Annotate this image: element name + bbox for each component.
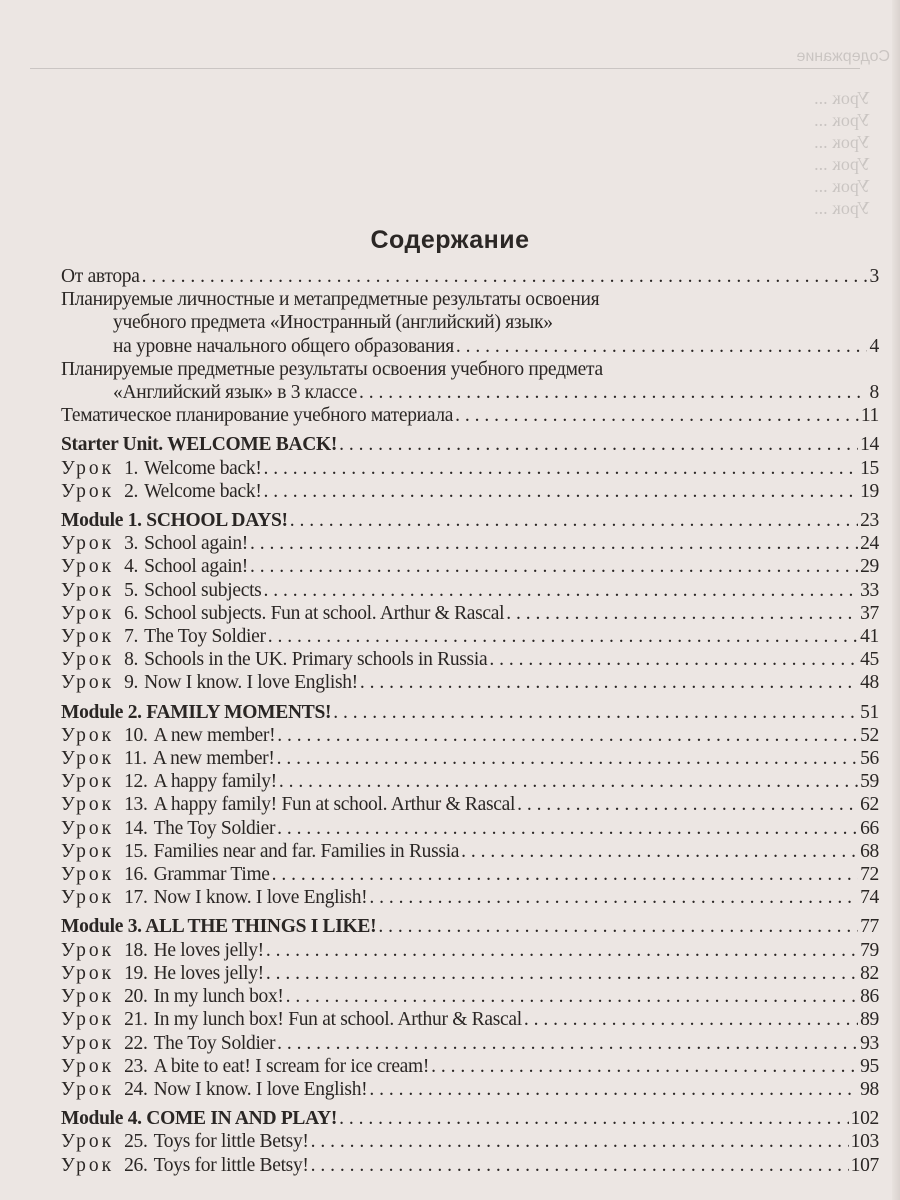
toc-lesson-entry[interactable]: [61, 817, 879, 840]
lesson-prefix: Урок: [61, 579, 115, 601]
lesson-number: 2.: [124, 480, 139, 502]
lesson-label: [61, 602, 504, 625]
page-number: 74: [860, 887, 879, 909]
bleed-line: Урок ...: [814, 88, 870, 108]
toc-lesson-entry[interactable]: [61, 793, 879, 816]
dot-leader: [142, 265, 867, 288]
toc-section-heading[interactable]: [61, 1107, 879, 1130]
lesson-number: 22.: [124, 1032, 148, 1054]
lesson-prefix: Урок: [61, 1131, 115, 1153]
page-number: 72: [860, 864, 879, 886]
lesson-prefix: Урок: [61, 556, 115, 578]
toc-lesson-entry[interactable]: [61, 555, 879, 578]
lesson-number: 19.: [124, 962, 148, 984]
toc-entry[interactable]: [61, 265, 879, 288]
lesson-number: 12.: [124, 771, 148, 793]
dot-leader: [456, 335, 867, 358]
toc-lesson-entry[interactable]: [61, 770, 879, 793]
page-number: 45: [860, 649, 879, 671]
lesson-number: 20.: [124, 986, 148, 1008]
toc-lesson-entry[interactable]: [61, 985, 879, 1008]
lesson-label: [61, 770, 277, 793]
lesson-label: [61, 863, 270, 886]
lesson-prefix: Урок: [61, 602, 115, 624]
page-number: 93: [860, 1032, 879, 1054]
lesson-title: A bite to eat! I scream for ice cream!: [153, 1055, 430, 1077]
dot-leader: [250, 555, 858, 578]
page-number: 8: [869, 382, 879, 404]
lesson-label: [61, 1055, 429, 1078]
dot-leader: [290, 509, 858, 532]
lesson-prefix: Урок: [61, 672, 115, 694]
toc-lesson-entry[interactable]: [61, 1078, 879, 1101]
lesson-label: [61, 555, 248, 578]
toc-lesson-entry[interactable]: [61, 747, 879, 770]
lesson-title: School subjects. Fun at school. Arthur & Rascal: [144, 602, 505, 624]
toc-entry-title: Планируемые личностные и метапредметные результаты освоения: [61, 289, 600, 311]
lesson-prefix: Урок: [61, 480, 115, 502]
bleed-through-reverse-page: [0, 0, 900, 230]
page-number: 98: [860, 1078, 879, 1100]
lesson-prefix: Урок: [61, 626, 115, 648]
lesson-title: Families near and far. Families in Russia: [153, 840, 460, 862]
toc-lesson-entry[interactable]: [61, 724, 879, 747]
dot-leader: [524, 1008, 858, 1031]
toc-lesson-entry[interactable]: [61, 962, 879, 985]
lesson-number: 10.: [124, 724, 148, 746]
bleed-header-rule: [30, 68, 860, 69]
lesson-number: 26.: [124, 1154, 148, 1176]
table-of-contents: [61, 265, 879, 1177]
dot-leader: [279, 770, 858, 793]
dot-leader: [311, 1154, 849, 1177]
page-number: 19: [860, 480, 879, 502]
lesson-label: [61, 480, 262, 503]
lesson-title: In my lunch box!: [153, 986, 284, 1008]
dot-leader: [455, 404, 859, 427]
toc-lesson-entry[interactable]: [61, 886, 879, 909]
toc-lesson-entry[interactable]: [61, 671, 879, 694]
lesson-title: In my lunch box! Fun at school. Arthur & Rascal: [153, 1009, 522, 1031]
lesson-prefix: Урок: [61, 840, 115, 862]
page-number: 68: [860, 840, 879, 862]
lesson-title: Now I know. I love English!: [153, 887, 368, 909]
toc-entry-title: на уровне начального общего образования: [113, 335, 454, 357]
lesson-prefix: Урок: [61, 771, 115, 793]
toc-entry-title: От автора: [61, 266, 140, 287]
lesson-prefix: Урок: [61, 794, 115, 816]
page-title: Содержание: [370, 226, 530, 254]
lesson-title: Now I know. I love English!: [153, 1078, 368, 1100]
lesson-label: [61, 840, 459, 863]
dot-leader: [268, 625, 858, 648]
lesson-title: A happy family! Fun at school. Arthur & Rascal: [153, 794, 516, 816]
lesson-number: 14.: [124, 817, 148, 839]
toc-lesson-entry[interactable]: [61, 863, 879, 886]
dot-leader: [339, 1107, 849, 1130]
dot-leader: [264, 480, 859, 503]
page-number: 82: [860, 962, 879, 984]
page-number: 59: [860, 771, 879, 793]
lesson-label: [61, 939, 264, 962]
page-number: 33: [860, 579, 879, 601]
toc-entry-title: Тематическое планирование учебного материала: [61, 405, 454, 427]
dot-leader: [461, 840, 858, 863]
lesson-number: 13.: [124, 794, 148, 816]
page-number: 23: [860, 510, 879, 532]
lesson-title: Welcome back!: [144, 457, 262, 479]
lesson-title: Toys for little Betsy!: [153, 1131, 309, 1153]
toc-lesson-entry[interactable]: [61, 1154, 879, 1177]
toc-section-heading[interactable]: [61, 509, 879, 532]
lesson-prefix: Урок: [61, 649, 115, 671]
dot-leader: [359, 381, 867, 404]
lesson-number: 23.: [124, 1055, 148, 1077]
lesson-label: [61, 457, 262, 480]
lesson-prefix: Урок: [61, 1032, 115, 1054]
dot-leader: [250, 532, 858, 555]
lesson-title: The Toy Soldier: [153, 817, 276, 839]
toc-lesson-entry[interactable]: [61, 480, 879, 503]
toc-lesson-entry[interactable]: [61, 1130, 879, 1153]
lesson-number: 4.: [124, 556, 139, 578]
lesson-title: The Toy Soldier: [153, 1032, 276, 1054]
bleed-line: Урок ...: [814, 198, 870, 218]
page-number: 95: [860, 1055, 879, 1077]
lesson-label: [61, 532, 248, 555]
lesson-label: [61, 648, 487, 671]
page-number: 52: [860, 724, 879, 746]
page-number: 48: [860, 672, 879, 694]
lesson-number: 7.: [124, 626, 139, 648]
lesson-title: Toys for little Betsy!: [153, 1154, 309, 1176]
toc-section-heading[interactable]: [61, 915, 879, 938]
lesson-title: School subjects: [144, 579, 262, 601]
toc-lesson-entry[interactable]: [61, 1055, 879, 1078]
dot-leader: [277, 724, 858, 747]
lesson-label: [61, 747, 275, 770]
lesson-title: He loves jelly!: [153, 939, 264, 961]
lesson-prefix: Урок: [61, 1154, 115, 1176]
toc-lesson-entry[interactable]: [61, 1032, 879, 1055]
dot-leader: [266, 939, 858, 962]
page-number: 11: [860, 405, 879, 427]
lesson-title: A new member!: [152, 748, 275, 770]
lesson-prefix: Урок: [61, 457, 115, 479]
lesson-prefix: Урок: [61, 533, 115, 555]
toc-entry[interactable]: [61, 381, 879, 404]
lesson-title: School again!: [144, 556, 248, 578]
bleed-line: Урок ...: [814, 132, 870, 152]
dot-leader: [286, 985, 858, 1008]
toc-lesson-entry[interactable]: [61, 625, 879, 648]
toc-lesson-entry[interactable]: [61, 840, 879, 863]
lesson-number: 17.: [124, 887, 148, 909]
lesson-label: [61, 817, 275, 840]
page-number: 102: [850, 1108, 879, 1130]
dot-leader: [489, 648, 858, 671]
section-title: Module 3. ALL THE THINGS I LIKE!: [61, 916, 377, 938]
page-number: 24: [860, 533, 879, 555]
section-title: Starter Unit. WELCOME BACK!: [61, 434, 338, 456]
lesson-label: [61, 1154, 309, 1177]
toc-lesson-entry[interactable]: [61, 532, 879, 555]
page-number: 29: [860, 556, 879, 578]
lesson-title: He loves jelly!: [153, 962, 264, 984]
lesson-title: A new member!: [153, 724, 276, 746]
lesson-prefix: Урок: [61, 817, 115, 839]
toc-entry-title: учебного предмета «Иностранный (английский) язык»: [113, 312, 553, 334]
lesson-title: The Toy Soldier: [144, 626, 266, 648]
lesson-number: 21.: [124, 1009, 148, 1031]
dot-leader: [378, 915, 858, 938]
lesson-prefix: Урок: [61, 939, 115, 961]
lesson-label: [61, 962, 264, 985]
toc-section-heading[interactable]: [61, 701, 879, 724]
lesson-label: [61, 1008, 522, 1031]
lesson-title: Grammar Time: [153, 864, 270, 886]
dot-leader: [264, 457, 859, 480]
dot-leader: [369, 886, 858, 909]
lesson-label: [61, 1130, 309, 1153]
dot-leader: [311, 1130, 849, 1153]
lesson-number: 25.: [124, 1131, 148, 1153]
lesson-label: [61, 625, 266, 648]
toc-lesson-entry[interactable]: [61, 457, 879, 480]
lesson-label: [61, 671, 358, 694]
toc-lesson-entry[interactable]: [61, 1008, 879, 1031]
lesson-prefix: Урок: [61, 962, 115, 984]
dot-leader: [263, 579, 858, 602]
lesson-prefix: Урок: [61, 986, 115, 1008]
section-title: Module 2. FAMILY MOMENTS!: [61, 701, 332, 723]
toc-lesson-entry[interactable]: [61, 579, 879, 602]
page-number: 14: [860, 434, 879, 456]
page-number: 89: [860, 1009, 879, 1031]
page-number: 107: [850, 1154, 879, 1176]
page-number: 103: [850, 1131, 879, 1153]
section-title: Module 1. SCHOOL DAYS!: [61, 510, 288, 532]
bleed-line: Урок ...: [814, 154, 870, 174]
toc-entry-title: «Английский язык» в 3 классе: [113, 382, 357, 404]
page-number: 41: [860, 626, 879, 648]
page-number: 4: [869, 335, 879, 357]
page-number: 77: [860, 916, 879, 938]
dot-leader: [431, 1055, 858, 1078]
lesson-number: 15.: [124, 840, 148, 862]
page-number: 15: [860, 457, 879, 479]
toc-entry[interactable]: [61, 335, 879, 358]
bleed-line: Урок ...: [814, 176, 870, 196]
page-number: 66: [860, 817, 879, 839]
lesson-title: Schools in the UK. Primary schools in Russia: [144, 649, 488, 671]
page-number: 37: [860, 602, 879, 624]
page-number: 51: [860, 701, 879, 723]
lesson-label: [61, 793, 515, 816]
dot-leader: [506, 602, 858, 625]
dot-leader: [517, 793, 858, 816]
lesson-title: Now I know. I love English!: [144, 672, 358, 694]
dot-leader: [333, 701, 858, 724]
lesson-label: [61, 724, 275, 747]
toc-lesson-entry[interactable]: [61, 939, 879, 962]
lesson-prefix: Урок: [61, 724, 115, 746]
lesson-label: [61, 1032, 275, 1055]
lesson-title: Welcome back!: [144, 480, 262, 502]
lesson-number: 11.: [124, 748, 147, 770]
lesson-prefix: Урок: [61, 748, 115, 770]
page-edge-shadow: [892, 0, 900, 1200]
lesson-number: 9.: [124, 672, 139, 694]
lesson-number: 3.: [124, 533, 139, 555]
toc-entry[interactable]: [61, 288, 879, 311]
lesson-number: 6.: [124, 602, 139, 624]
lesson-label: [61, 985, 284, 1008]
lesson-label: [61, 1078, 367, 1101]
lesson-prefix: Урок: [61, 864, 115, 886]
page-number: 3: [869, 266, 879, 287]
lesson-label: [61, 579, 261, 602]
lesson-prefix: Урок: [61, 1078, 115, 1100]
section-title: Module 4. COME IN AND PLAY!: [61, 1108, 338, 1130]
lesson-label: [61, 886, 367, 909]
lesson-number: 8.: [124, 649, 139, 671]
toc-section-heading[interactable]: [61, 433, 879, 456]
toc-entry-title: Планируемые предметные результаты освоения учебного предмета: [61, 358, 603, 380]
dot-leader: [272, 863, 858, 886]
lesson-number: 5.: [124, 579, 139, 601]
lesson-number: 16.: [124, 864, 148, 886]
dot-leader: [277, 747, 859, 770]
lesson-number: 24.: [124, 1078, 148, 1100]
bleed-line: Урок ...: [814, 110, 870, 130]
toc-entry[interactable]: [61, 311, 879, 334]
page-number: 79: [860, 939, 879, 961]
dot-leader: [360, 671, 858, 694]
toc-entry[interactable]: [61, 404, 879, 427]
lesson-number: 18.: [124, 939, 148, 961]
toc-lesson-entry[interactable]: [61, 648, 879, 671]
lesson-number: 1.: [124, 457, 139, 479]
toc-lesson-entry[interactable]: [61, 602, 879, 625]
lesson-title: School again!: [144, 533, 248, 555]
lesson-title: A happy family!: [153, 771, 277, 793]
bleed-header: Содержание: [796, 48, 890, 65]
dot-leader: [277, 1032, 858, 1055]
dot-leader: [277, 817, 858, 840]
lesson-prefix: Урок: [61, 887, 115, 909]
lesson-prefix: Урок: [61, 1055, 115, 1077]
page-number: 56: [860, 748, 879, 770]
lesson-prefix: Урок: [61, 1009, 115, 1031]
page-number: 62: [860, 794, 879, 816]
dot-leader: [369, 1078, 858, 1101]
dot-leader: [266, 962, 858, 985]
toc-entry[interactable]: [61, 358, 879, 381]
page-number: 86: [860, 986, 879, 1008]
dot-leader: [339, 433, 858, 456]
